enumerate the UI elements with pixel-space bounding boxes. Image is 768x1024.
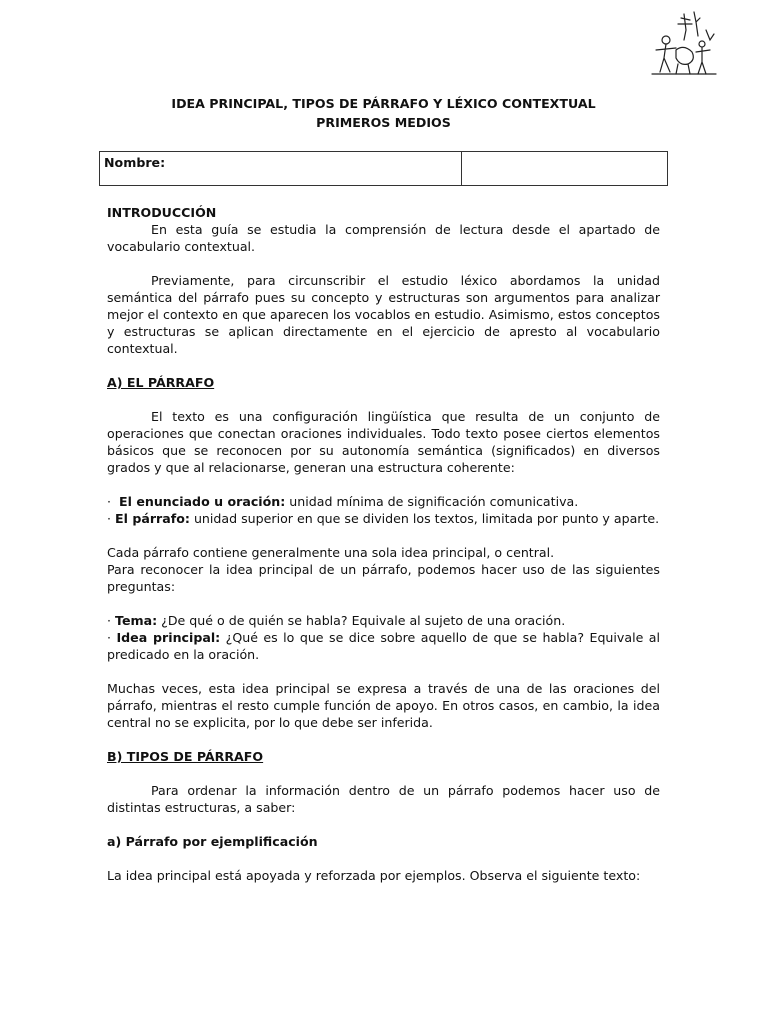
name-form-table: [99, 151, 668, 186]
bullet-term: El párrafo:: [115, 511, 190, 526]
title-line-2: PRIMEROS MEDIOS: [316, 115, 451, 130]
intro-paragraph-1: En esta guía se estudia la comprensión de lectura desde el apartado de vocabulario contextual.: [107, 222, 660, 254]
document-title: [107, 94, 660, 132]
intro-paragraph-2: Previamente, para circunscribir el estudio léxico abordamos la unidad semántica del párrafo pues su concepto y estructuras son argumentos para analizar mejor el contexto en que aparecen los vocablos en estudio. Asimismo, estos conceptos y estructuras se aplican directamente en el ejercicio de apresto al vocabulario contextual.: [107, 273, 660, 356]
section-b-paragraph-1: Para ordenar la información dentro de un párrafo podemos hacer uso de distintas estructuras, a saber:: [107, 783, 660, 815]
name-field[interactable]: [100, 152, 462, 186]
document-body: [107, 204, 660, 884]
bullet-text: unidad mínima de significación comunicativa.: [285, 494, 579, 509]
intro-heading: INTRODUCCIÓN: [107, 205, 217, 220]
bullet-term: El enunciado u oración:: [119, 494, 286, 509]
section-a-paragraph-3: Para reconocer la idea principal de un párrafo, podemos hacer uso de las siguientes preguntas:: [107, 562, 660, 594]
section-a-heading: A) EL PÁRRAFO: [107, 375, 215, 390]
section-b-subheading: a) Párrafo por ejemplificación: [107, 834, 318, 849]
section-b-heading: B) TIPOS DE PÁRRAFO: [107, 749, 264, 764]
section-a-paragraph-4: Muchas veces, esta idea principal se expresa a través de una de las oraciones del párrafo, mientras el resto cumple función de apoyo. En otros casos, en cambio, la idea central no se explicita, por lo que debe ser inferida.: [107, 681, 660, 730]
bullet-text: unidad superior en que se dividen los textos, limitada por punto y aparte.: [189, 511, 660, 526]
blank-field[interactable]: [462, 152, 668, 186]
section-a-paragraph-2: Cada párrafo contiene generalmente una sola idea principal, o central.: [107, 545, 555, 560]
title-line-1: IDEA PRINCIPAL, TIPOS DE PÁRRAFO Y LÉXICO CONTEXTUAL: [171, 96, 596, 111]
section-b-paragraph-2: La idea principal está apoyada y reforzada por ejemplos. Observa el siguiente texto:: [107, 868, 641, 883]
question-item: · Tema: ¿De qué o de quién se habla? Equivale al sujeto de una oración.: [107, 613, 566, 628]
name-label: Nombre:: [104, 155, 166, 170]
question-text: ¿De qué o de quién se habla? Equivale al sujeto de una oración.: [157, 613, 566, 628]
question-term: Tema:: [115, 613, 158, 628]
question-item: · Idea principal: ¿Qué es lo que se dice sobre aquello de que se habla? Equivale al predicado en la oración.: [107, 630, 660, 662]
school-logo-icon: [648, 10, 720, 78]
question-term: Idea principal:: [116, 630, 221, 645]
bullet-item: · El párrafo: unidad superior en que se dividen los textos, limitada por punto y aparte.: [107, 511, 660, 526]
bullet-item: · El enunciado u oración: unidad mínima de significación comunicativa.: [107, 494, 579, 509]
question-text: ¿Qué es lo que se dice sobre aquello de que se habla? Equivale al predicado en la oración.: [107, 630, 660, 662]
section-a-paragraph-1: El texto es una configuración lingüística que resulta de un conjunto de operaciones que conectan oraciones individuales. Todo texto posee ciertos elementos básicos que se reconocen por su autonomía semántica (significados) en diversos grados y que al relacionarse, generan una estructura coherente:: [107, 409, 660, 475]
